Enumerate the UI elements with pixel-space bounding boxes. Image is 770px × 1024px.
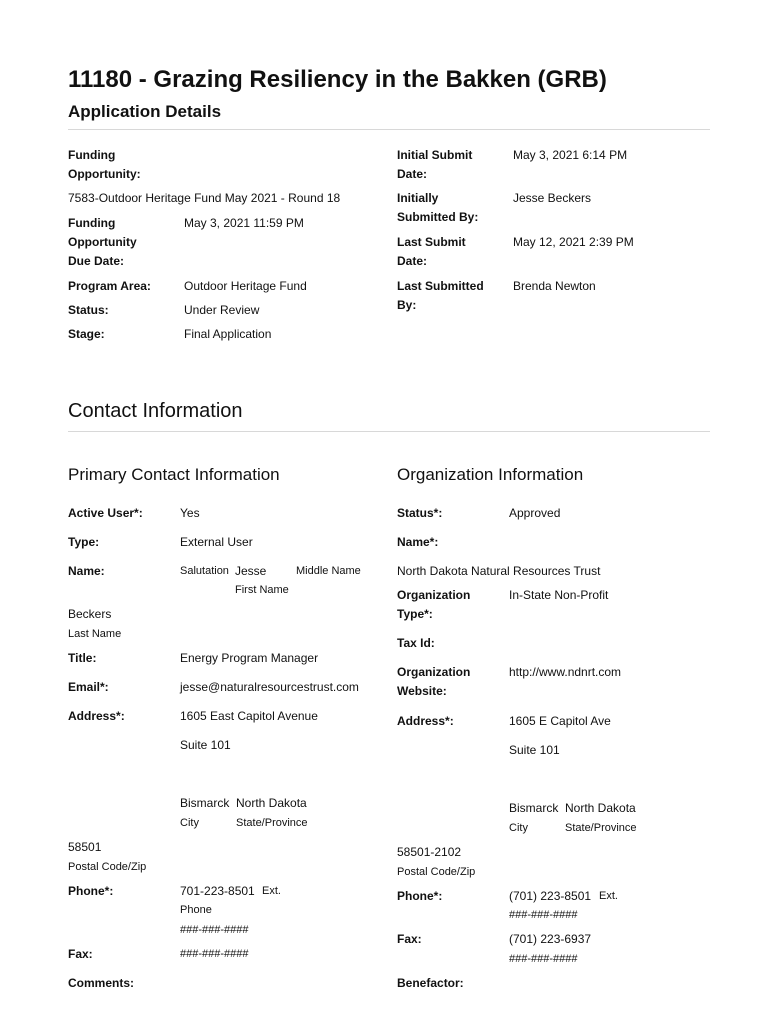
funding-opportunity-label-2: Opportunity: [68, 167, 141, 181]
title-value: Energy Program Manager [180, 651, 319, 665]
active-user-label: Active User*: [68, 506, 143, 520]
phone-label: Phone*: [68, 884, 114, 898]
org-status-value: Approved [509, 506, 561, 520]
address-label: Address*: [68, 709, 125, 723]
phone-value: 701-223-8501 [180, 884, 255, 898]
last-name-value: Beckers [68, 607, 112, 621]
funding-opportunity-label: Funding [68, 148, 116, 162]
zip-value: 58501 [68, 840, 102, 854]
status-value: Under Review [184, 303, 260, 317]
org-address-line2: Suite 101 [509, 743, 560, 757]
zip-caption: Postal Code/Zip [68, 861, 147, 873]
initial-submit-label-2: Date: [397, 167, 428, 181]
org-website-label-2: Website: [397, 684, 447, 698]
org-city-caption: City [509, 822, 528, 834]
divider [68, 129, 710, 130]
type-label: Type: [68, 535, 100, 549]
status-label: Status: [68, 303, 109, 317]
org-name-value: North Dakota Natural Resources Trust [397, 564, 601, 578]
org-phone-format: ###-###-#### [509, 909, 578, 921]
org-fax-value: (701) 223-6937 [509, 932, 592, 946]
section-subtitle: Application Details [68, 102, 222, 121]
org-address-label: Address*: [397, 714, 454, 728]
active-user-value: Yes [180, 506, 200, 520]
org-zip-value: 58501-2102 [397, 845, 462, 859]
org-address-line1: 1605 E Capitol Ave [509, 714, 611, 728]
last-submitted-by-label-2: By: [397, 298, 417, 312]
state-caption: State/Province [236, 817, 308, 829]
program-area-value: Outdoor Heritage Fund [184, 279, 307, 293]
org-website-value[interactable]: http://www.ndnrt.com [509, 665, 622, 679]
email-label: Email*: [68, 680, 109, 694]
type-value: External User [180, 535, 253, 549]
page-title: 11180 - Grazing Resiliency in the Bakken (GRB) [68, 66, 607, 93]
last-submit-label-2: Date: [397, 254, 428, 268]
last-name-caption: Last Name [68, 628, 122, 640]
phone-caption: Phone [180, 904, 212, 916]
org-state-value: North Dakota [565, 801, 636, 815]
funding-due-label: Funding [68, 216, 116, 230]
city-caption: City [180, 817, 199, 829]
org-type-label-2: Type*: [397, 607, 433, 621]
first-name-caption: First Name [235, 584, 289, 596]
contact-heading: Contact Information [68, 400, 243, 422]
stage-label: Stage: [68, 327, 105, 341]
initially-submitted-value: Jesse Beckers [513, 191, 592, 205]
initially-submitted-label: Initially [397, 191, 439, 205]
org-type-label: Organization [397, 588, 471, 602]
tax-id-label: Tax Id: [397, 636, 435, 650]
org-phone-value: (701) 223-8501 [509, 889, 592, 903]
org-type-value: In-State Non-Profit [509, 588, 609, 602]
initial-submit-label: Initial Submit [397, 148, 473, 162]
salutation-caption: Salutation [180, 565, 229, 577]
title-label: Title: [68, 651, 97, 665]
city-value: Bismarck [180, 796, 230, 810]
primary-contact-heading: Primary Contact Information [68, 465, 280, 484]
funding-opportunity-value: 7583-Outdoor Heritage Fund May 2021 - Round 18 [68, 191, 341, 205]
org-fax-label: Fax: [397, 932, 422, 946]
state-value: North Dakota [236, 796, 307, 810]
org-phone-ext: Ext. [599, 890, 618, 902]
org-status-label: Status*: [397, 506, 443, 520]
initial-submit-value: May 3, 2021 6:14 PM [513, 148, 628, 162]
fax-label: Fax: [68, 947, 93, 961]
org-website-label: Organization [397, 665, 471, 679]
comments-label: Comments: [68, 976, 135, 990]
middle-name-caption: Middle Name [296, 565, 361, 577]
divider [68, 431, 710, 432]
benefactor-label: Benefactor: [397, 976, 464, 990]
phone-format: ###-###-#### [180, 924, 249, 936]
last-submitted-by-label: Last Submitted [397, 279, 484, 293]
address-line1: 1605 East Capitol Avenue [180, 709, 318, 723]
organization-heading: Organization Information [397, 465, 584, 484]
org-name-label: Name*: [397, 535, 439, 549]
last-submitted-by-value: Brenda Newton [513, 279, 596, 293]
first-name-value: Jesse [235, 564, 267, 578]
funding-due-label-3: Due Date: [68, 254, 125, 268]
fax-format: ###-###-#### [180, 948, 249, 960]
last-submit-value: May 12, 2021 2:39 PM [513, 235, 634, 249]
org-zip-caption: Postal Code/Zip [397, 866, 476, 878]
org-state-caption: State/Province [565, 822, 637, 834]
stage-value: Final Application [184, 327, 272, 341]
last-submit-label: Last Submit [397, 235, 466, 249]
name-label: Name: [68, 564, 105, 578]
initially-submitted-label-2: Submitted By: [397, 210, 479, 224]
phone-ext: Ext. [262, 885, 281, 897]
funding-due-value: May 3, 2021 11:59 PM [184, 216, 304, 230]
org-phone-label: Phone*: [397, 889, 443, 903]
address-line2: Suite 101 [180, 738, 231, 752]
funding-due-label-2: Opportunity [68, 235, 137, 249]
org-fax-format: ###-###-#### [509, 953, 578, 965]
email-value: jesse@naturalresourcestrust.com [180, 680, 359, 694]
program-area-label: Program Area: [68, 279, 151, 293]
org-city-value: Bismarck [509, 801, 559, 815]
